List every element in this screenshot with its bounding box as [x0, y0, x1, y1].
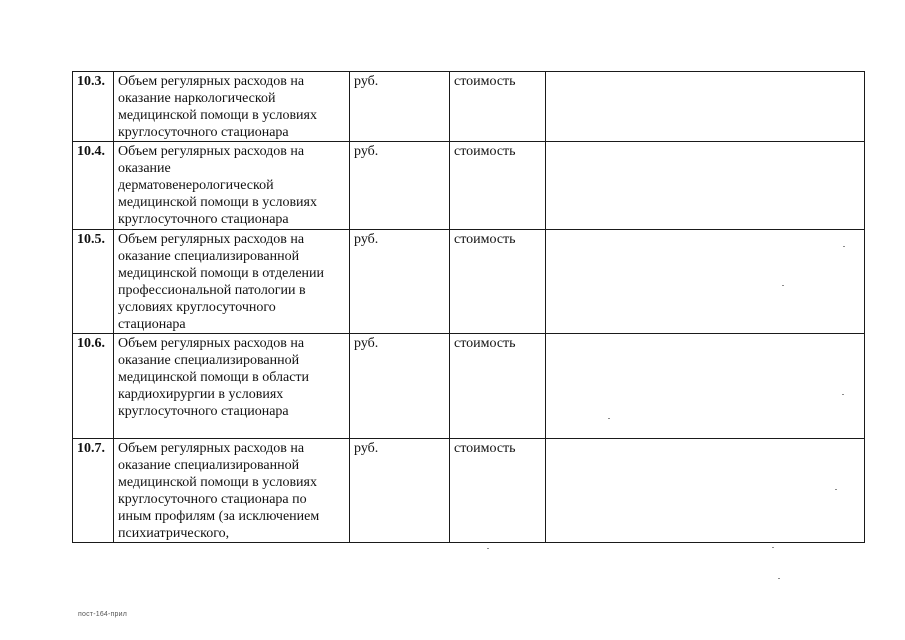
indicator-name-line: Объем регулярных расходов на — [118, 336, 305, 351]
row-number: 10.5. — [73, 230, 114, 334]
scan-speck — [487, 548, 489, 549]
scan-speck — [842, 394, 844, 395]
scan-speck — [772, 547, 774, 548]
indicator-name-line: кардиохирургии в условиях — [118, 387, 284, 402]
table-row — [73, 439, 865, 543]
indicator-name-line: Объем регулярных расходов на — [118, 74, 305, 89]
indicator-name-line: оказание специализированной — [118, 249, 300, 264]
type-cell: стоимость — [450, 142, 546, 230]
indicator-name-line: медицинской помощи в условиях — [118, 475, 317, 490]
type-cell: стоимость — [450, 72, 546, 142]
indicator-name — [114, 439, 350, 543]
indicator-name — [114, 142, 350, 230]
unit-cell: руб. — [350, 230, 450, 334]
indicator-name-line: стационара — [118, 317, 186, 332]
unit-cell: руб. — [350, 72, 450, 142]
value-cell — [546, 142, 865, 230]
scan-speck — [843, 246, 845, 247]
table-row — [73, 230, 865, 334]
type-cell: стоимость — [450, 334, 546, 439]
indicator-name-line: круглосуточного стационара — [118, 404, 289, 419]
indicator-name — [114, 72, 350, 142]
indicator-name-line: медицинской помощи в условиях — [118, 108, 317, 123]
indicator-name-line: оказание специализированной — [118, 458, 300, 473]
type-cell: стоимость — [450, 230, 546, 334]
indicator-name-line: Объем регулярных расходов на — [118, 144, 305, 159]
table-row — [73, 334, 865, 439]
indicator-name-line: оказание — [118, 161, 171, 176]
indicator-name-line: условиях круглосуточного — [118, 300, 276, 315]
row-number: 10.3. — [73, 72, 114, 142]
indicator-name-line: психиатрического, — [118, 526, 230, 541]
indicator-name-line: круглосуточного стационара — [118, 212, 289, 227]
indicator-name-line: дерматовенерологической — [118, 178, 274, 193]
value-cell — [546, 230, 865, 334]
indicator-name-line: иным профилям (за исключением — [118, 509, 320, 524]
indicator-name-line: медицинской помощи в отделении — [118, 266, 325, 281]
table-row — [73, 72, 865, 142]
indicator-name-line: медицинской помощи в области — [118, 370, 310, 385]
indicator-name-line: Объем регулярных расходов на — [118, 232, 305, 247]
value-cell — [546, 439, 865, 543]
indicator-name-line: Объем регулярных расходов на — [118, 441, 305, 456]
table-row — [73, 142, 865, 230]
indicators-table — [72, 71, 865, 543]
value-cell — [546, 334, 865, 439]
row-number: 10.7. — [73, 439, 114, 543]
unit-cell: руб. — [350, 439, 450, 543]
unit-cell: руб. — [350, 334, 450, 439]
indicator-name — [114, 334, 350, 439]
scan-speck — [782, 285, 784, 286]
row-number: 10.4. — [73, 142, 114, 230]
footer-file-label: пост-164-прил — [78, 611, 128, 618]
value-cell — [546, 72, 865, 142]
scan-speck — [835, 489, 837, 490]
indicator-name-line: профессиональной патологии в — [118, 283, 306, 298]
row-number: 10.6. — [73, 334, 114, 439]
indicator-name — [114, 230, 350, 334]
scan-speck — [778, 578, 780, 579]
type-cell: стоимость — [450, 439, 546, 543]
indicator-name-line: круглосуточного стационара — [118, 125, 289, 140]
indicator-name-line: оказание специализированной — [118, 353, 300, 368]
scan-speck — [608, 418, 610, 419]
indicator-name-line: оказание наркологической — [118, 91, 276, 106]
indicator-name-line: медицинской помощи в условиях — [118, 195, 317, 210]
indicator-name-line: круглосуточного стационара по — [118, 492, 307, 507]
unit-cell: руб. — [350, 142, 450, 230]
